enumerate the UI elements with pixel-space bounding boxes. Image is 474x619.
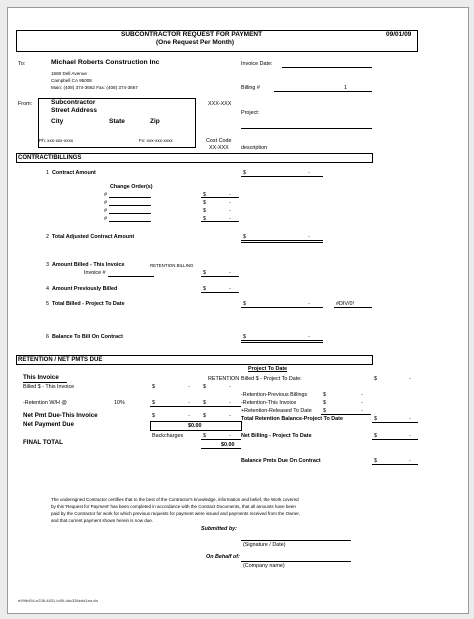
amount-prev-field[interactable]	[201, 292, 239, 293]
final-total-underline	[201, 448, 241, 449]
submitted-by-label: Submitted by:	[201, 526, 237, 532]
change-order-dash-1: -	[229, 192, 231, 198]
net-pmt-due-dash: -	[188, 413, 190, 419]
amount-billed-field	[201, 276, 239, 277]
billed-this-ret-dollar: $	[203, 384, 206, 390]
change-order-dollar-1: $	[203, 192, 206, 198]
balance-pmts-due-label: Balance Pmts Due On Contract	[241, 458, 321, 464]
ret-released-underline	[321, 414, 371, 415]
signature-date-caption: (Signature / Date)	[243, 542, 286, 548]
payment-request-form	[7, 7, 469, 614]
total-adjusted-dash: -	[308, 234, 310, 240]
billed-this-dollar: $	[152, 384, 155, 390]
footer-file-code: e99fb494-e238-4831-b40f-ddc336edd1ea.xls	[18, 598, 99, 603]
amount-billed-label: Amount Billed - This Invoice	[52, 262, 125, 268]
amount-previously-billed-label: Amount Previously Billed	[52, 286, 118, 292]
this-invoice-underline	[23, 382, 67, 383]
line5-number: 5	[46, 301, 49, 307]
balance-to-bill-label: Balance To Bill On Contract	[52, 334, 123, 340]
backcharges-underline[interactable]	[201, 439, 241, 440]
description-label: description	[241, 145, 268, 151]
cost-code-label: Cost Code	[206, 138, 232, 144]
amount-prev-dash: -	[229, 286, 231, 292]
net-pmt-due-label: Net Pmt Due-This Invoice	[23, 412, 98, 419]
total-ret-balance-dollar: $	[374, 416, 377, 422]
contract-amount-label: Contract Amount	[52, 170, 96, 176]
final-total-label: FINAL TOTAL	[23, 439, 63, 446]
total-billed-dash: -	[308, 301, 310, 307]
total-adjusted-field-2	[241, 242, 323, 243]
retention-wh-percent: 10%	[114, 400, 125, 406]
to-address-line2: Campbell CA 95008	[51, 78, 92, 83]
ret-released-dash: -	[361, 408, 363, 414]
net-pmt-due-dollar: $	[152, 413, 155, 419]
to-address-line1: 1660 Dell Avenue	[51, 71, 87, 76]
billing-number-value[interactable]: 1	[344, 85, 347, 91]
ret-this-dash: -	[361, 400, 363, 406]
on-behalf-of-label: On Behalf of:	[206, 554, 240, 560]
final-total-value: $0.00	[221, 442, 235, 448]
certification-line-2: by this 'Request for Payment' has been completed in accordance with the Contract Documents, that all amounts have been	[51, 504, 296, 509]
change-order-field-2[interactable]	[109, 205, 151, 206]
net-payment-due-label: Net Payment Due	[23, 421, 74, 428]
certification-line-3: paid by the Contractor for work for which previous requests for payment were issued and payments received from the Owner,	[51, 511, 300, 516]
from-state[interactable]: State	[109, 118, 125, 125]
amount-prev-dollar: $	[203, 286, 206, 292]
net-billing-ptd-underline	[372, 439, 418, 440]
div0-field	[334, 307, 372, 308]
retention-column-label: RETENTION	[208, 376, 240, 382]
ret-released-dollar: $	[323, 408, 326, 414]
this-invoice-label: This Invoice	[23, 374, 59, 381]
retention-wh-dash: -	[188, 400, 190, 406]
from-code: XXX-XXX	[208, 101, 232, 107]
to-label: To:	[18, 61, 26, 67]
retention-wh-underline	[150, 406, 241, 407]
certification-line-1: The undersigned Contractor certifies that to the best of the Contractor's knowledge, information and belief, the Work covered	[51, 497, 299, 502]
line3-number: 3	[46, 262, 49, 268]
balance-to-bill-field	[241, 340, 323, 341]
ret-this-dollar: $	[323, 400, 326, 406]
total-billed-label: Total Billed - Project To Date	[52, 301, 125, 307]
change-order-hash-3: #	[104, 208, 107, 214]
contract-amount-dash: -	[308, 170, 310, 176]
company-name-caption: (Company name)	[243, 563, 285, 569]
company-name-line[interactable]	[241, 561, 351, 562]
line1-number: 1	[46, 170, 49, 176]
ret-this-label: -Retention-This Invoice	[241, 400, 297, 406]
change-order-hash-2: #	[104, 200, 107, 206]
contract-amount-dollar: $	[243, 170, 246, 176]
balance-pmts-dash: -	[409, 458, 411, 464]
change-order-dollar-4: $	[203, 216, 206, 222]
line2-number: 2	[46, 234, 49, 240]
from-zip[interactable]: Zip	[150, 118, 160, 125]
total-ret-balance-underline	[372, 422, 418, 423]
balance-pmts-underline	[372, 464, 418, 465]
from-city[interactable]: City	[51, 118, 64, 125]
total-ret-balance-dash: -	[409, 416, 411, 422]
backcharges-dollar: $	[203, 433, 206, 439]
change-order-dollar-2: $	[203, 200, 206, 206]
invoice-number-field[interactable]	[108, 276, 154, 277]
net-billing-ptd-label: Net Billing - Project To Date	[241, 433, 312, 439]
ret-released-label: +Retention-Released To Date	[241, 408, 312, 414]
project-to-date-label: Project To Date	[248, 366, 288, 372]
project-label: Project:	[241, 110, 260, 116]
change-order-dash-3: -	[229, 208, 231, 214]
from-subcontractor[interactable]: Subcontractor	[51, 99, 96, 106]
change-order-hash-1: #	[104, 192, 107, 198]
amount-billed-dash: -	[229, 270, 231, 276]
cost-code-value: XX-XXX	[209, 145, 229, 151]
ret-prev-label: -Retention-Previous Billings	[241, 392, 308, 398]
change-order-field-4[interactable]	[109, 221, 151, 222]
balance-pmts-dollar: $	[374, 458, 377, 464]
balance-to-bill-dollar: $	[243, 334, 246, 340]
billed-ptd-dollar-sign: $	[374, 376, 377, 382]
retention-wh-ret-dash: -	[229, 400, 231, 406]
total-adjusted-label: Total Adjusted Contract Amount	[52, 234, 135, 240]
change-order-hash-4: #	[104, 216, 107, 222]
net-billing-ptd-dollar: $	[374, 433, 377, 439]
change-order-dash-4: -	[229, 216, 231, 222]
retention-title: RETENTION / NET PMTS DUE	[18, 357, 103, 363]
div0-value: #DIV/0!	[336, 301, 354, 307]
retention-wh-label: -Retention W/H @	[23, 400, 67, 406]
ret-prev-dash: -	[361, 392, 363, 398]
project-field[interactable]	[241, 128, 372, 129]
ret-prev-dollar: $	[323, 392, 326, 398]
total-adjusted-field	[241, 240, 323, 241]
net-payment-due-value: $0.00	[188, 423, 202, 429]
invoice-date-field[interactable]	[282, 67, 372, 68]
net-pmt-due-ret-dollar: $	[203, 413, 206, 419]
backcharges-label: Backcharges	[152, 433, 184, 439]
backcharges-dash: -	[229, 433, 231, 439]
billed-this-dash: -	[188, 384, 190, 390]
retention-wh-dollar: $	[152, 400, 155, 406]
change-order-amount-box	[201, 197, 239, 222]
from-street-address[interactable]: Street Address	[51, 107, 97, 114]
total-adjusted-dollar: $	[243, 234, 246, 240]
contract-billings-title: CONTRACT/BILLINGS	[18, 155, 82, 161]
net-billing-ptd-dash: -	[409, 433, 411, 439]
from-fax[interactable]: Fx: xxx-xxx-xxxx	[139, 138, 173, 143]
billed-ptd-label: Billed $ - Project To Date:	[241, 376, 302, 382]
from-phone[interactable]: Ph: xxx-xxx-xxxx	[39, 138, 74, 143]
total-ret-balance-label: Total Retention Balance-Project To Date	[241, 416, 343, 422]
from-label: From:	[18, 101, 33, 107]
change-order-field-3[interactable]	[109, 213, 151, 214]
billing-number-label: Billing #	[241, 85, 260, 91]
change-orders-label: Change Order(s)	[110, 184, 153, 190]
to-company: Michael Roberts Construction Inc	[51, 59, 160, 66]
signature-line[interactable]	[241, 540, 351, 541]
balance-to-bill-dash: -	[308, 334, 310, 340]
amount-billed-dollar: $	[203, 270, 206, 276]
invoice-number-label: Invoice #	[84, 270, 106, 276]
total-billed-dollar: $	[243, 301, 246, 307]
to-phone: Main: (408) 374-3662 Fax: (408) 374-3667	[51, 85, 138, 90]
certification-line-4: and that current payment shown herein is now due.	[51, 518, 154, 523]
retention-wh-ret-dollar: $	[203, 400, 206, 406]
change-order-field-1[interactable]	[109, 197, 151, 198]
balance-to-bill-field-2	[241, 342, 323, 343]
form-title: SUBCONTRACTOR REQUEST FOR PAYMENT	[121, 31, 263, 38]
net-pmt-due-ret-dash: -	[229, 413, 231, 419]
form-subtitle: (One Request Per Month)	[156, 39, 235, 46]
line4-number: 4	[46, 286, 49, 292]
form-date: 09/01/09	[386, 31, 412, 38]
billing-number-field	[274, 91, 372, 92]
change-order-dollar-3: $	[203, 208, 206, 214]
invoice-date-label: Invoice Date:	[241, 61, 273, 67]
contract-amount-field[interactable]	[241, 176, 323, 177]
line6-number: 6	[46, 334, 49, 340]
total-billed-field	[241, 307, 323, 308]
retention-billing-label: RETENTION BILLING	[150, 263, 194, 268]
billed-this-invoice-label: Billed $ - This Invoice	[23, 384, 75, 390]
billed-ptd-dash: -	[409, 376, 411, 382]
billed-this-ret-dash: -	[229, 384, 231, 390]
change-order-dash-2: -	[229, 200, 231, 206]
